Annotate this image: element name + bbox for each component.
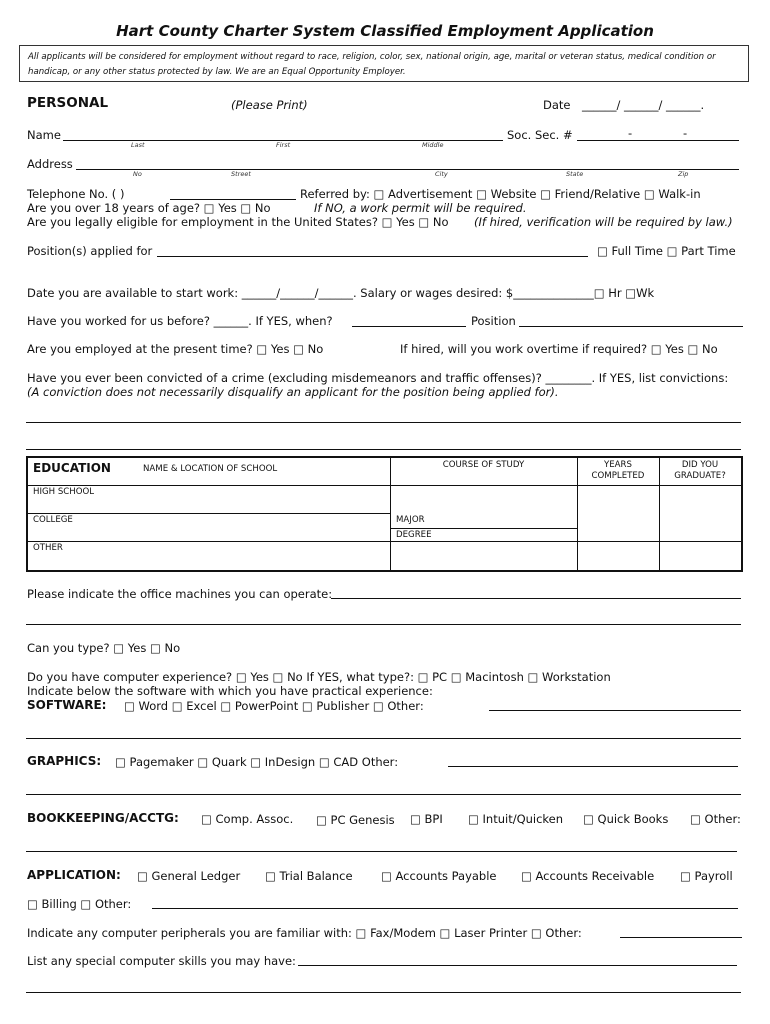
major-label: MAJOR: [396, 515, 425, 525]
application-other-field[interactable]: [152, 908, 738, 909]
employed-now-question[interactable]: Are you employed at the present time? □ Yes □ No: [27, 342, 324, 356]
special-skills-question: List any special computer skills you may have:: [27, 954, 296, 968]
ssn-dash-1: -: [628, 126, 633, 140]
billing-other[interactable]: □ Billing □ Other:: [27, 897, 132, 911]
position2-label: Position: [471, 314, 516, 328]
worked-before-question[interactable]: Have you worked for us before? ______. If YES, when?: [27, 314, 333, 328]
special-skills-field[interactable]: [298, 965, 737, 966]
education-table: [26, 456, 743, 572]
row-other: OTHER: [33, 543, 63, 553]
degree-label: DEGREE: [396, 530, 432, 540]
col-years-1: YEARS: [604, 460, 632, 470]
bookkeeping-line-2[interactable]: [26, 851, 737, 852]
date-field[interactable]: ______/ ______/ ______.: [582, 98, 705, 112]
bookkeeping-label: BOOKKEEPING/ACCTG:: [27, 811, 179, 825]
address-sub-state: State: [566, 170, 584, 178]
app-trial-balance[interactable]: □ Trial Balance: [265, 869, 353, 883]
conviction-note: (A conviction does not necessarily disqualify an applicant for the position being applied for).: [27, 385, 559, 399]
col-course: COURSE OF STUDY: [442, 460, 525, 470]
bk-quick-books[interactable]: □ Quick Books: [583, 812, 669, 826]
conviction-line-2[interactable]: [26, 449, 741, 450]
col-grad-2: GRADUATE?: [674, 471, 726, 481]
computer-experience-question[interactable]: Do you have computer experience? □ Yes □ No If YES, what type?: □ PC □ Macintosh □ Workstation: [27, 670, 611, 684]
bk-other[interactable]: □ Other:: [690, 812, 741, 826]
application-label: APPLICATION:: [27, 868, 121, 882]
bk-pc-genesis[interactable]: □ PC Genesis: [316, 813, 395, 827]
equal-opportunity-notice: All applicants will be considered for employment without regard to race, religion, color, sex, national origin, age, marital or veteran status, medical condition or handicap, or any other status protected by law. We are an Equal Opportunity Employer.: [19, 45, 749, 82]
software-indicate: Indicate below the software with which you have practical experience:: [27, 684, 433, 698]
address-field[interactable]: [76, 169, 739, 170]
ssn-field[interactable]: [577, 140, 739, 141]
referred-by[interactable]: Referred by: □ Advertisement □ Website □ Friend/Relative □ Walk-in: [300, 187, 701, 201]
bk-quicken[interactable]: □ Intuit/Quicken: [468, 812, 564, 826]
office-machines-field[interactable]: [331, 598, 741, 599]
special-skills-line-2[interactable]: [26, 992, 741, 993]
app-payroll[interactable]: □ Payroll: [680, 869, 733, 883]
peripherals-other-field[interactable]: [620, 937, 742, 938]
row-college: COLLEGE: [33, 515, 73, 525]
eligible-note: (If hired, verification will be required by law.): [474, 215, 733, 229]
graphics-options[interactable]: □ Pagemaker □ Quark □ InDesign □ CAD Other:: [115, 755, 399, 769]
name-sub-last: Last: [131, 141, 145, 149]
bk-comp-assoc[interactable]: □ Comp. Assoc.: [201, 812, 294, 826]
address-sub-zip: Zip: [678, 170, 689, 178]
telephone-label: Telephone No. ( ): [27, 187, 125, 201]
ssn-dash-2: -: [683, 126, 688, 140]
telephone-field[interactable]: [170, 199, 296, 200]
over-18-question[interactable]: Are you over 18 years of age? □ Yes □ No: [27, 201, 271, 215]
education-heading: EDUCATION: [33, 461, 111, 475]
office-machines-question: Please indicate the office machines you can operate:: [27, 587, 333, 601]
software-label: SOFTWARE:: [27, 698, 107, 712]
convicted-question[interactable]: Have you ever been convicted of a crime (excluding misdemeanors and traffic offenses)? ________. If YES, list convictions:: [27, 371, 729, 385]
bk-bpi[interactable]: □ BPI: [410, 812, 443, 826]
graphics-other-field[interactable]: [448, 766, 738, 767]
position-field[interactable]: [157, 256, 588, 257]
row-high-school: HIGH SCHOOL: [33, 487, 95, 497]
conviction-line-1[interactable]: [26, 422, 741, 423]
address-sub-city: City: [435, 170, 448, 178]
app-accounts-receivable[interactable]: □ Accounts Receivable: [521, 869, 655, 883]
address-sub-no: No: [133, 170, 142, 178]
software-options[interactable]: □ Word □ Excel □ PowerPoint □ Publisher □ Other:: [124, 699, 424, 713]
software-line-2[interactable]: [26, 738, 741, 739]
name-sub-middle: Middle: [422, 141, 444, 149]
ssn-label: Soc. Sec. #: [507, 128, 573, 142]
worked-when-field[interactable]: [352, 326, 466, 327]
overtime-question[interactable]: If hired, will you work overtime if required? □ Yes □ No: [400, 342, 718, 356]
office-machines-line-2[interactable]: [26, 624, 741, 625]
address-label: Address: [27, 157, 73, 171]
app-accounts-payable[interactable]: □ Accounts Payable: [381, 869, 497, 883]
personal-heading: PERSONAL: [27, 95, 109, 111]
peripherals-question[interactable]: Indicate any computer peripherals you are familiar with: □ Fax/Modem □ Laser Printer □ Other:: [27, 926, 582, 940]
name-label: Name: [27, 128, 61, 142]
can-type-question[interactable]: Can you type? □ Yes □ No: [27, 641, 181, 655]
col-years-2: COMPLETED: [591, 471, 645, 481]
graphics-line-2[interactable]: [26, 794, 741, 795]
graphics-label: GRAPHICS:: [27, 754, 102, 768]
address-sub-street: Street: [231, 170, 251, 178]
position2-field[interactable]: [519, 326, 743, 327]
eligible-question[interactable]: Are you legally eligible for employment in the United States? □ Yes □ No: [27, 215, 449, 229]
page-title: Hart County Charter System Classified Employment Application: [116, 22, 654, 40]
please-print-note: (Please Print): [231, 98, 308, 112]
work-permit-note: If NO, a work permit will be required.: [314, 201, 527, 215]
date-label: Date: [543, 98, 571, 112]
position-label: Position(s) applied for: [27, 244, 153, 258]
col-grad-1: DID YOU: [681, 460, 719, 470]
fulltime-parttime[interactable]: □ Full Time □ Part Time: [597, 244, 736, 258]
start-date-salary[interactable]: Date you are available to start work: ______/______/______. Salary or wages desired: $______________□ Hr □Wk: [27, 286, 655, 300]
name-sub-first: First: [276, 141, 291, 149]
app-general-ledger[interactable]: □ General Ledger: [137, 869, 241, 883]
software-other-field[interactable]: [489, 710, 741, 711]
col-school: NAME & LOCATION OF SCHOOL: [143, 464, 278, 474]
